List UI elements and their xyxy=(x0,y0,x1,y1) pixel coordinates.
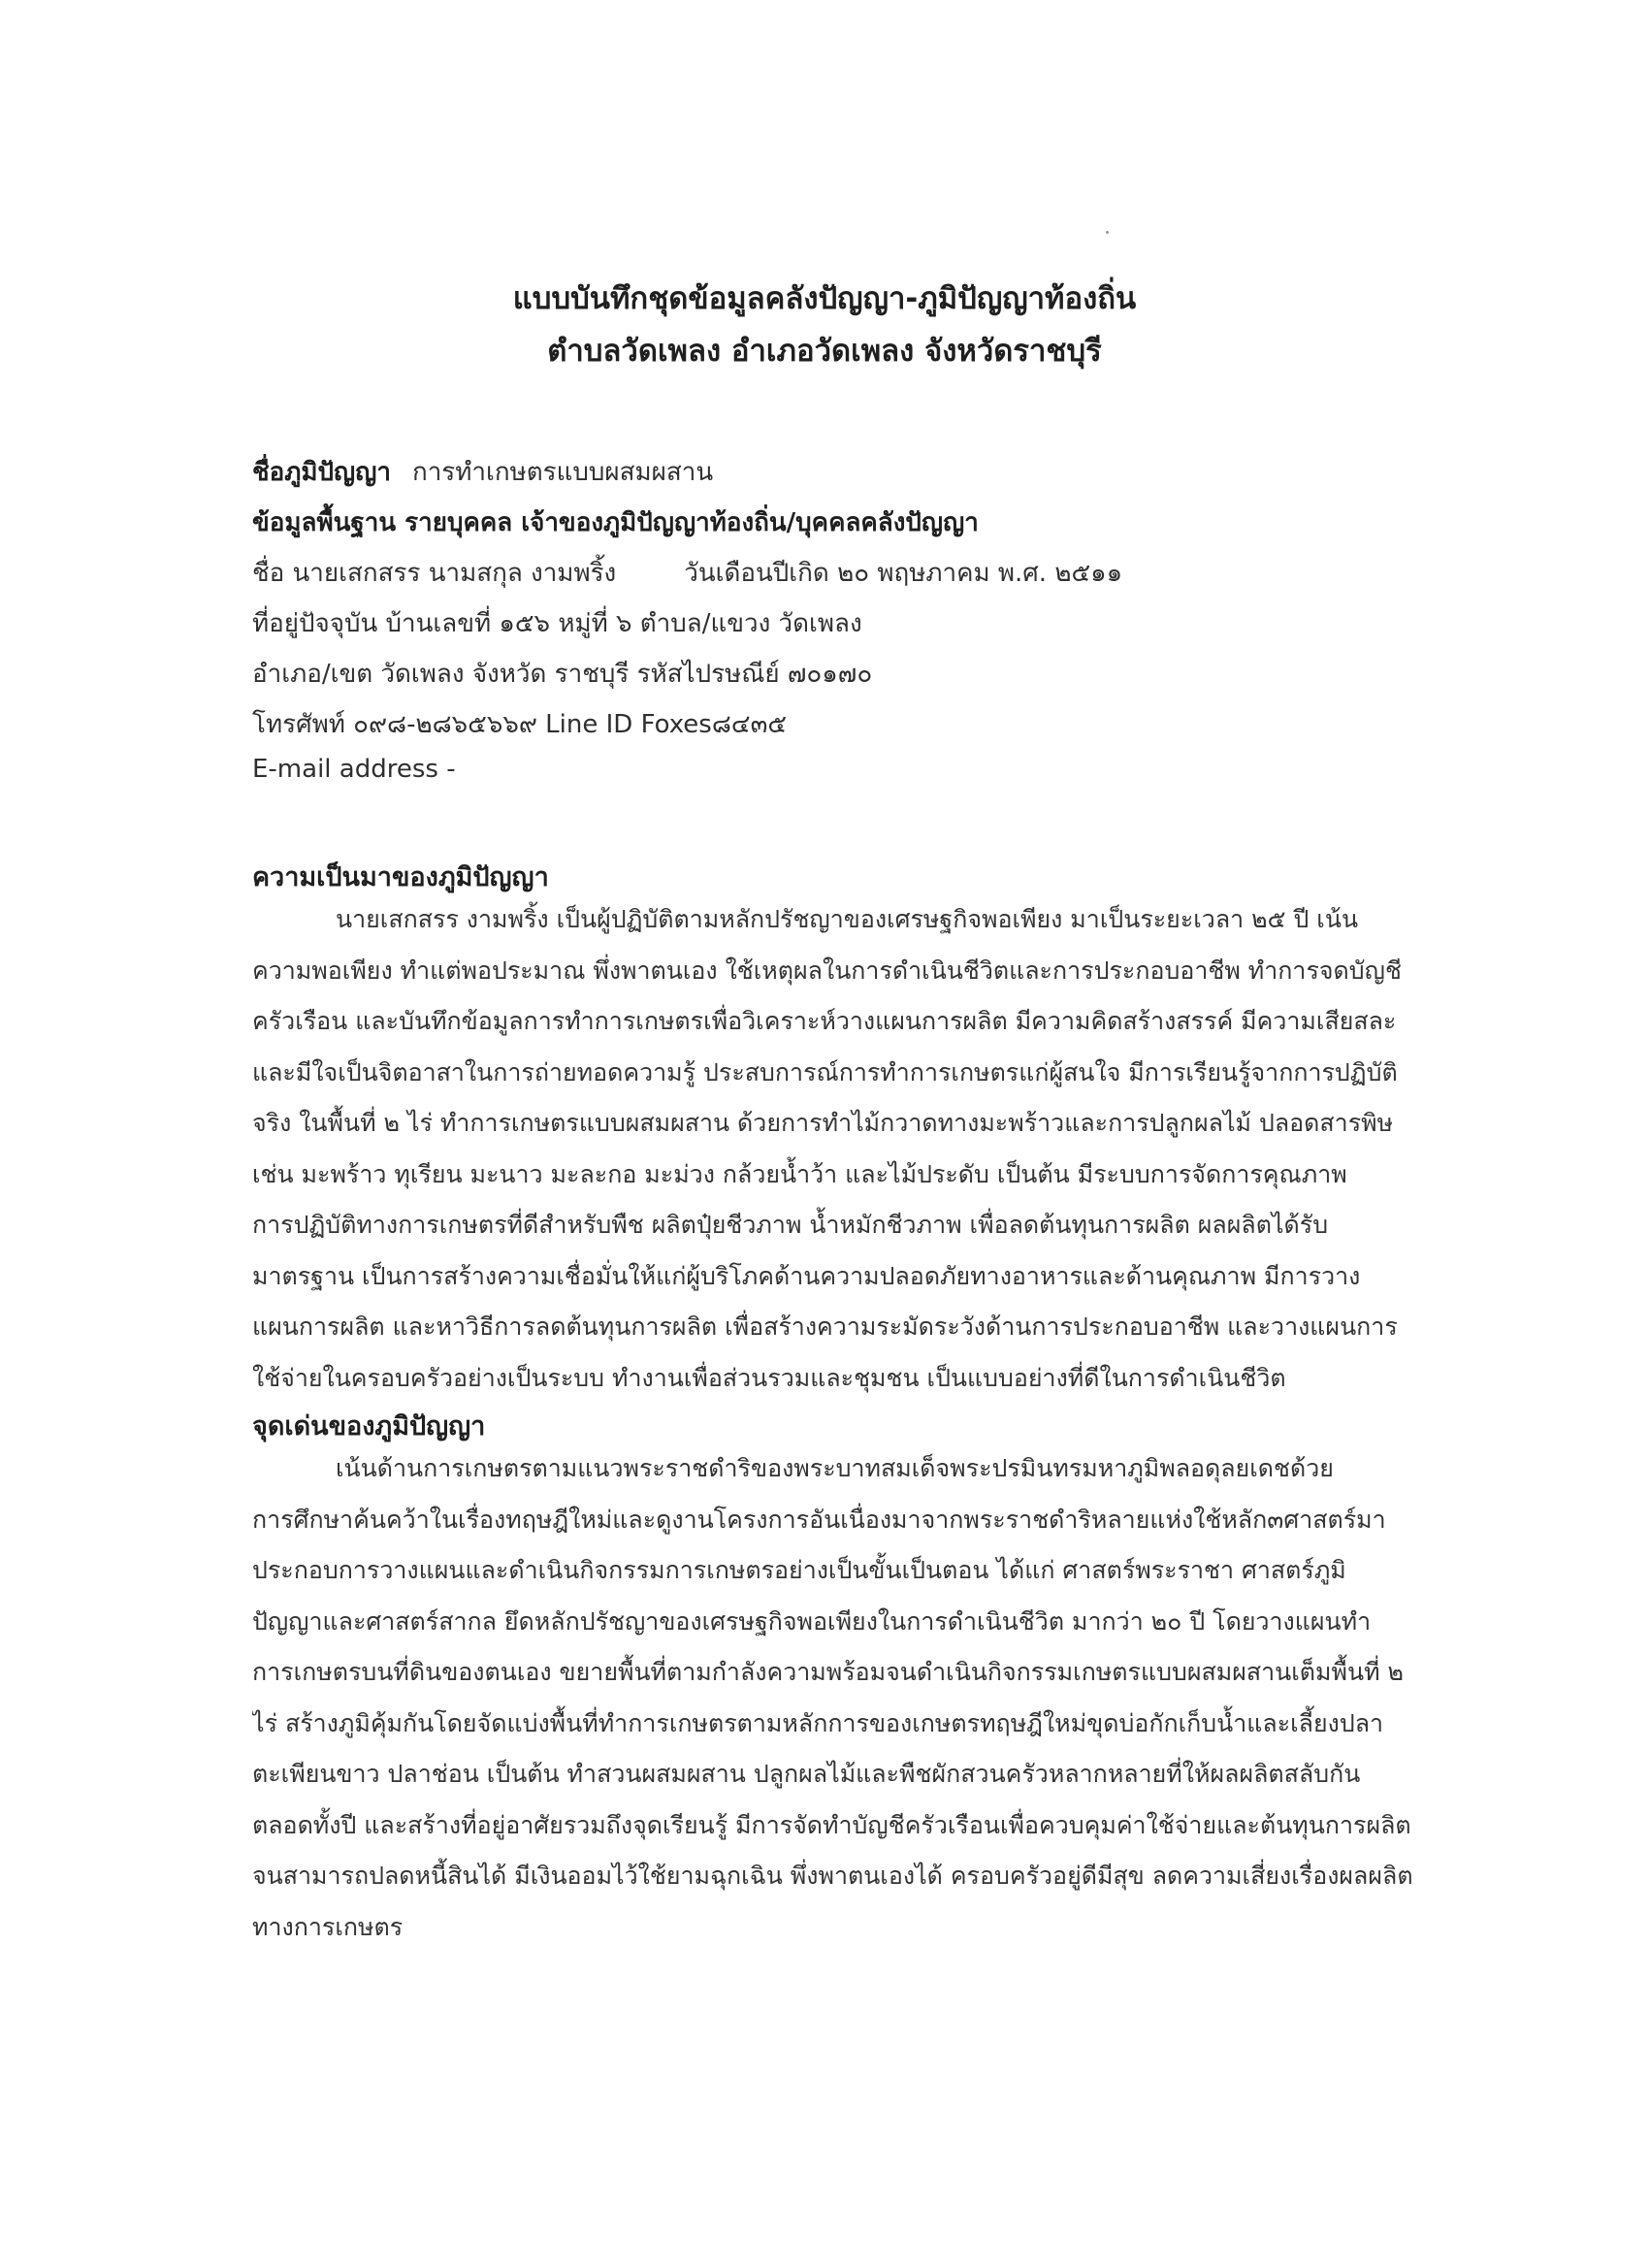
paragraph-line: จนสามารถปลดหนี้สินได้ มีเงินออมไว้ใช้ยามฉุกเฉิน พึ่งพาตนเองได้ ครอบครัวอยู่ดีมีสุข ลดความเสี่ยงเรื่องผลผลิต xyxy=(252,1862,1413,1890)
phone-line: โทรศัพท์ ๐๙๘-๒๘๖๕๖๖๙ Line ID Foxes๘๔๓๕ xyxy=(252,710,788,739)
birth-date: วันเดือนปีเกิด ๒๐ พฤษภาคม พ.ศ. ๒๕๑๑ xyxy=(684,559,1123,588)
history-paragraph xyxy=(252,894,1509,1404)
paragraph-line: เน้นด้านการเกษตรตามแนวพระราชดำริของพระบาทสมเด็จพระปรมินทรมหาภูมิพลอดุลยเดชด้วย xyxy=(336,1454,1334,1482)
person-name: ชื่อ นายเสกสรร นามสกุล งามพริ้ง xyxy=(252,559,617,588)
paragraph-line: นายเสกสรร งามพริ้ง เป็นผู้ปฏิบัติตามหลักปรัชญาของเศรษฐกิจพอเพียง มาเป็นระยะเวลา ๒๕ ปี เน้น xyxy=(336,905,1359,933)
email-line: E-mail address - xyxy=(252,755,456,784)
paragraph-line: ตะเพียนขาว ปลาช่อน เป็นต้น ทำสวนผสมผสาน ปลูกผลไม้และพืชผักสวนครัวหลากหลายที่ให้ผลผลิตสลับกัน xyxy=(252,1760,1361,1788)
paragraph-line: การปฏิบัติทางการเกษตรที่ดีสำหรับพืช ผลิตปุ๋ยชีวภาพ น้ำหมักชีวภาพ เพื่อลดต้นทุนการผลิต ผลผลิตได้รับ xyxy=(252,1211,1329,1239)
wisdom-name-value: การทำเกษตรแบบผสมผสาน xyxy=(411,458,714,487)
address-line-2: อำเภอ/เขต วัดเพลง จังหวัด ราชบุรี รหัสไปรษณีย์ ๗๐๑๗๐ xyxy=(252,660,873,689)
wisdom-name-row xyxy=(252,452,713,492)
name-row xyxy=(252,553,1122,593)
wisdom-name-label: ชื่อภูมิปัญญา xyxy=(252,458,391,487)
highlight-heading: จุดเด่นของภูมิปัญญา xyxy=(252,1411,486,1442)
paragraph-line: ครัวเรือน และบันทึกข้อมูลการทำการเกษตรเพื่อวิเคราะห์วางแผนการผลิต มีความคิดสร้างสรรค์ มีความเสียสละ xyxy=(252,1007,1397,1035)
address-line-1: ที่อยู่ปัจจุบัน บ้านเลขที่ ๑๕๖ หมู่ที่ ๖ ตำบล/แขวง วัดเพลง xyxy=(252,609,862,638)
paragraph-line: การเกษตรบนที่ดินของตนเอง ขยายพื้นที่ตามกำลังความพร้อมจนดำเนินกิจกรรมเกษตรแบบผสมผสานเต็มพื้นที่ ๒ xyxy=(252,1658,1404,1686)
document-title-line-1: แบบบันทึกชุดข้อมูลคลังปัญญา-ภูมิปัญญาท้องถิ่น xyxy=(512,281,1137,316)
paragraph-line: เช่น มะพร้าว ทุเรียน มะนาว มะละกอ มะม่วง กล้วยน้ำว้า และไม้ประดับ เป็นต้น มีระบบการจัดการคุณภาพ xyxy=(252,1159,1347,1188)
paragraph-line: ประกอบการวางแผนและดำเนินกิจกรรมการเกษตรอย่างเป็นขั้นเป็นตอน ได้แก่ ศาสตร์พระราชา ศาสตร์ภูมิ xyxy=(252,1556,1346,1584)
paragraph-line: ไร่ สร้างภูมิคุ้มกันโดยจัดแบ่งพื้นที่ทำการเกษตรตามหลักการของเกษตรทฤษฎีใหม่ขุดบ่อกักเก็บน้ำและเลี้ยงปลา xyxy=(252,1708,1384,1737)
highlight-paragraph xyxy=(252,1443,1509,1953)
scan-speck xyxy=(1106,231,1109,234)
paragraph-line: ใช้จ่ายในครอบครัวอย่างเป็นระบบ ทำงานเพื่อส่วนรวมและชุมชน เป็นแบบอย่างที่ดีในการดำเนินชีวิต xyxy=(252,1363,1286,1392)
paragraph-line: มาตรฐาน เป็นการสร้างความเชื่อมั่นให้แก่ผู้บริโภคด้านความปลอดภัยทางอาหารและด้านคุณภาพ มีการวาง xyxy=(252,1261,1361,1290)
paragraph-line: และมีใจเป็นจิตอาสาในการถ่ายทอดความรู้ ประสบการณ์การทำการเกษตรแก่ผู้สนใจ มีการเรียนรู้จากการปฏิบัติ xyxy=(252,1057,1398,1086)
paragraph-line: จริง ในพื้นที่ ๒ ไร่ ทำการเกษตรแบบผสมผสาน ด้วยการทำไม้กวาดทางมะพร้าวและการปลูกผลไม้ ปลอดสารพิษ xyxy=(252,1109,1394,1137)
paragraph-line: ทางการเกษตร xyxy=(252,1912,404,1941)
paragraph-line: ปัญญาและศาสตร์สากล ยึดหลักปรัชญาของเศรษฐกิจพอเพียงในการดำเนินชีวิต มากว่า ๒๐ ปี โดยวางแผนทำ xyxy=(252,1606,1372,1636)
paragraph-line: แผนการผลิต และหาวิธีการลดต้นทุนการผลิต เพื่อสร้างความระมัดระวังด้านการประกอบอาชีพ และวางแผนการ xyxy=(252,1312,1398,1341)
paragraph-line: ตลอดทั้งปี และสร้างที่อยู่อาศัยรวมถึงจุดเรียนรู้ มีการจัดทำบัญชีครัวเรือนเพื่อควบคุมค่าใช้จ่ายและต้นทุนการผลิต xyxy=(252,1810,1411,1839)
basic-info-heading: ข้อมูลพื้นฐาน รายบุคคล เจ้าของภูมิปัญญาท้องถิ่น/บุคคลคลังปัญญา xyxy=(252,508,979,537)
paragraph-line: ความพอเพียง ทำแต่พอประมาณ พึ่งพาตนเอง ใช้เหตุผลในการดำเนินชีวิตและการประกอบอาชีพ ทำการจดบัญชี xyxy=(252,956,1402,985)
paragraph-line: การศึกษาค้นคว้าในเรื่องทฤษฎีใหม่และดูงานโครงการอันเนื่องมาจากพระราชดำริหลายแห่งใช้หลัก๓ศาสตร์มา xyxy=(252,1505,1386,1534)
history-heading: ความเป็นมาของภูมิปัญญา xyxy=(252,862,549,892)
document-title-line-2: ตำบลวัดเพลง อำเภอวัดเพลง จังหวัดราชบุรี xyxy=(547,334,1102,369)
